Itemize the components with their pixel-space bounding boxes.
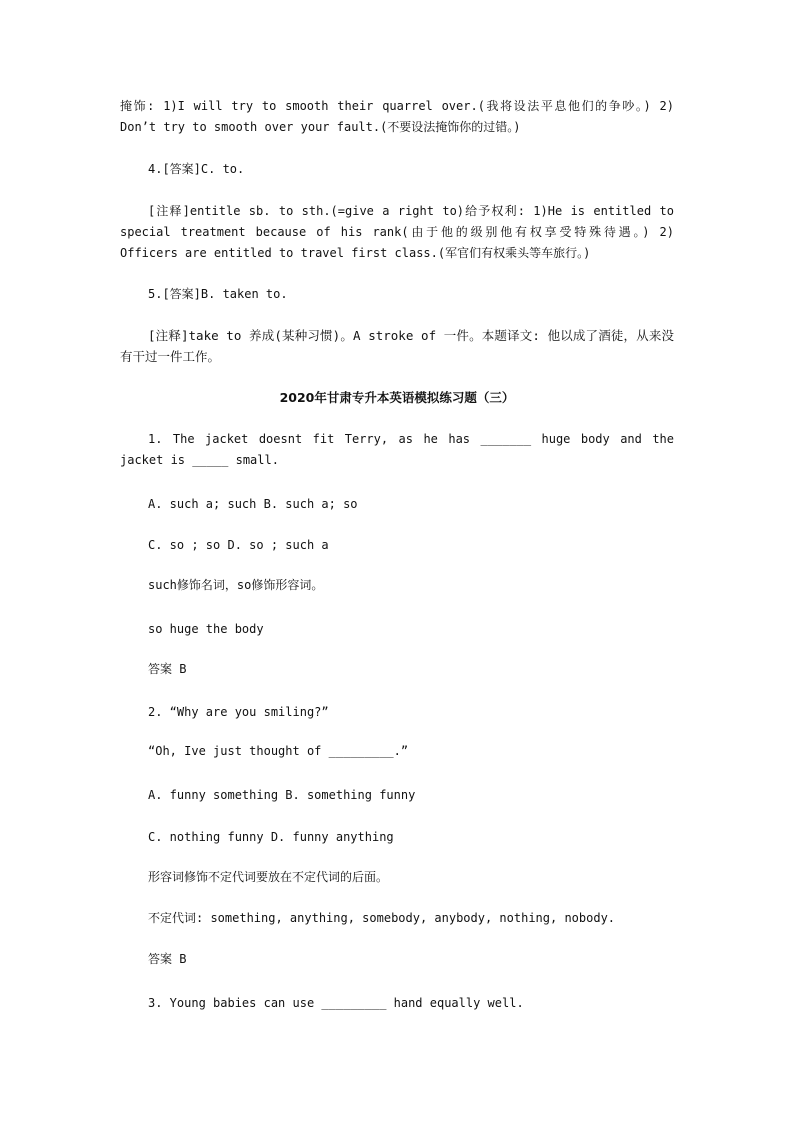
- question-2-explanation: 形容词修饰不定代词要放在不定代词的后面。: [148, 870, 389, 884]
- question-2-answer: 答案 B: [148, 952, 187, 966]
- question-1-options-cd: C. so ; so D. so ; such a: [148, 538, 329, 552]
- question-1-answer: 答案 B: [148, 662, 187, 676]
- note-entitle: [注释]entitle sb. to sth.(=give a right to)给予权利: 1)He is entitled to special treatment because of his rank(由于他的级别他有权享受特殊待遇。) 2) Officers are entitled to travel first class.(军官们有权乘头等车旅行。): [120, 204, 674, 260]
- question-3: 3. Young babies can use _________ hand equally well.: [148, 996, 524, 1010]
- question-1-explanation: such修饰名词，so修饰形容词。: [148, 578, 324, 592]
- paragraph-smooth-over-examples: 掩饰: 1)I will try to smooth their quarrel over.(我将设法平息他们的争吵。) 2) Don’t try to smooth over your fault.(不要设法掩饰你的过错。): [120, 99, 674, 134]
- answer-5: 5.[答案]B. taken to.: [148, 287, 288, 301]
- question-2: 2. “Why are you smiling?”: [148, 705, 329, 719]
- question-2-reply: “Oh, Ive just thought of _________.”: [148, 744, 409, 758]
- question-2-options-ab: A. funny something B. something funny: [148, 788, 416, 802]
- question-1-options-ab: A. such a; such B. such a; so: [148, 497, 358, 511]
- question-1: 1. The jacket doesnt fit Terry, as he has _______ huge body and the jacket is _____ small.: [120, 432, 674, 467]
- question-2-options-cd: C. nothing funny D. funny anything: [148, 830, 394, 844]
- note-take-to: [注释]take to 养成(某种习惯)。A stroke of 一件。本题译文: 他以成了酒徒，从来没有干过一件工作。: [120, 328, 674, 364]
- question-2-pronoun-list: 不定代词: something, anything, somebody, anybody, nothing, nobody.: [148, 911, 616, 925]
- section-title: 2020年甘肃专升本英语模拟练习题（三）: [279, 390, 515, 405]
- answer-4: 4.[答案]C. to.: [148, 162, 245, 176]
- question-1-example: so huge the body: [148, 622, 264, 636]
